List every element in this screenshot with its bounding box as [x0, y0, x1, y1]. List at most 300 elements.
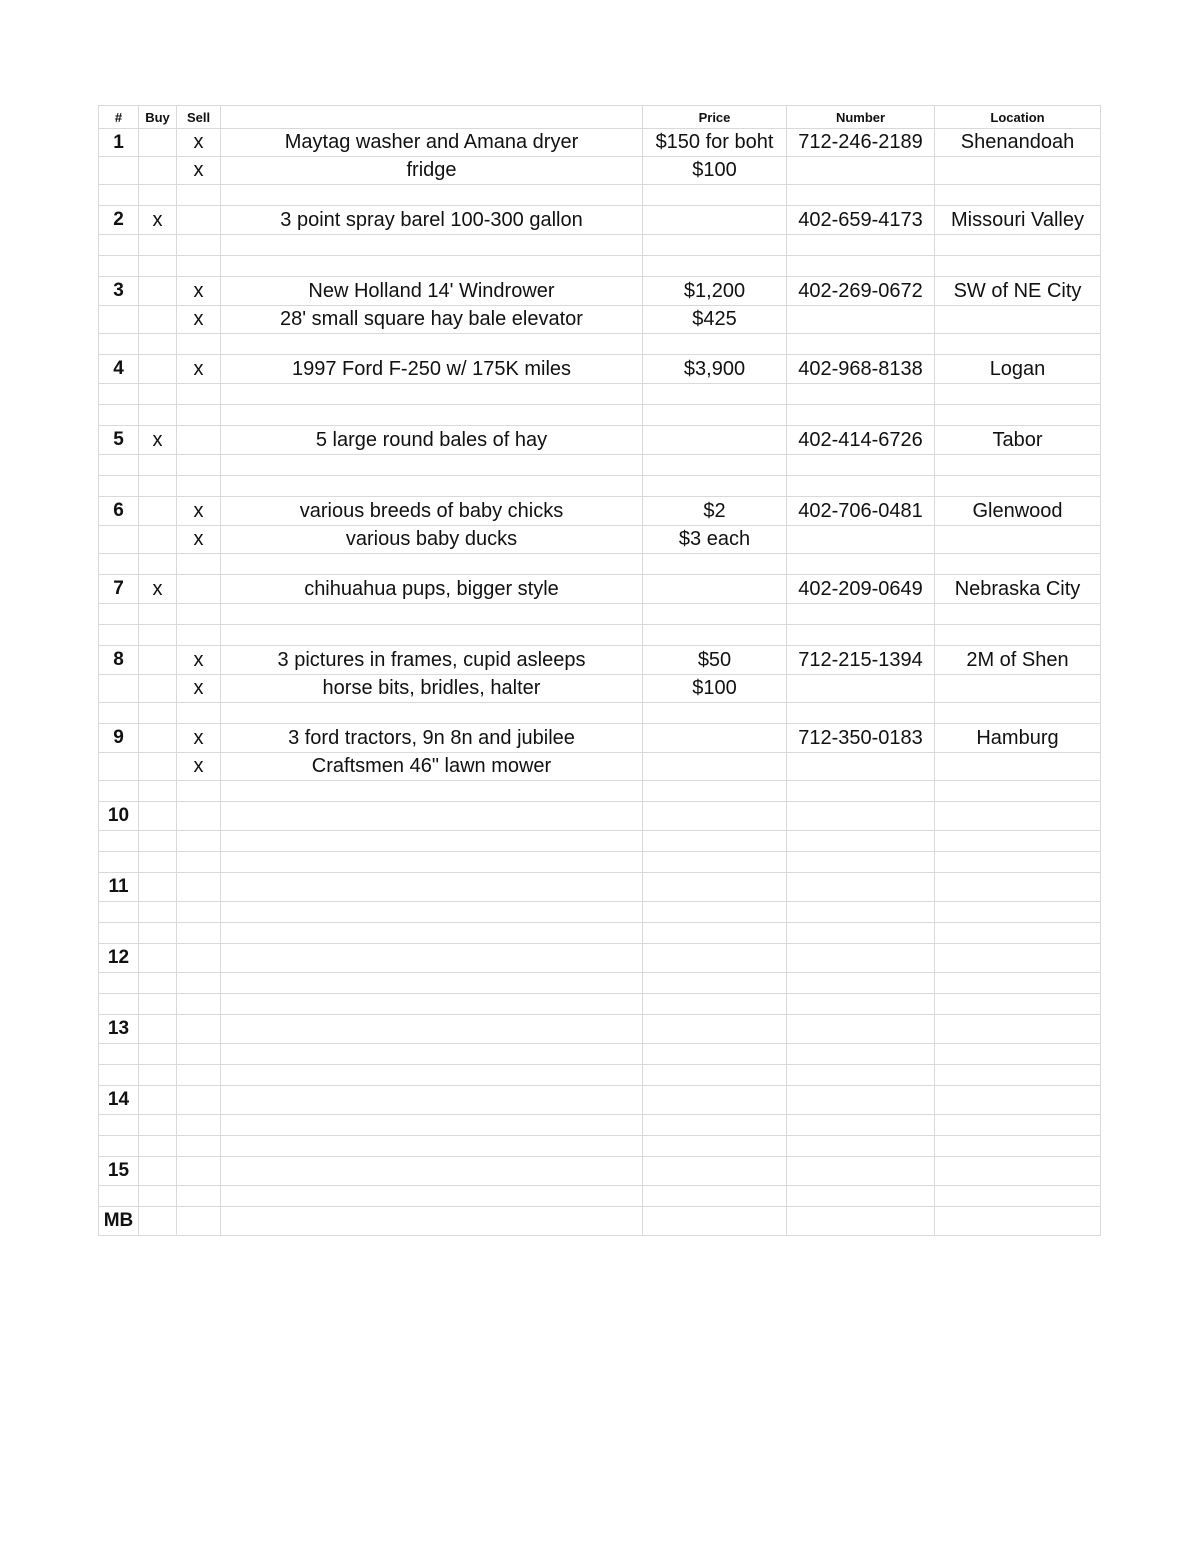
- price-cell: [643, 1044, 787, 1065]
- buy-cell: [139, 384, 177, 405]
- item-cell: 1997 Ford F-250 w/ 175K miles: [221, 355, 643, 384]
- price-cell: [643, 1157, 787, 1186]
- num-cell: [99, 902, 139, 923]
- table-row: [99, 384, 1101, 405]
- table-row: [99, 1044, 1101, 1065]
- price-cell: [643, 1186, 787, 1207]
- phone-cell: [787, 1207, 935, 1236]
- item-cell: [221, 831, 643, 852]
- num-cell: 8: [99, 646, 139, 675]
- location-cell: [935, 1207, 1101, 1236]
- table-row: [99, 554, 1101, 575]
- num-cell: [99, 753, 139, 781]
- table-row: [99, 1065, 1101, 1086]
- item-cell: [221, 185, 643, 206]
- num-cell: 9: [99, 724, 139, 753]
- item-cell: [221, 1086, 643, 1115]
- item-cell: [221, 604, 643, 625]
- phone-cell: [787, 604, 935, 625]
- location-cell: Shenandoah: [935, 129, 1101, 157]
- num-cell: [99, 1044, 139, 1065]
- item-cell: [221, 1157, 643, 1186]
- price-cell: [643, 1015, 787, 1044]
- location-cell: [935, 902, 1101, 923]
- phone-cell: 402-659-4173: [787, 206, 935, 235]
- buy-cell: [139, 1086, 177, 1115]
- buy-cell: [139, 724, 177, 753]
- num-cell: 11: [99, 873, 139, 902]
- buy-cell: [139, 852, 177, 873]
- price-cell: [643, 753, 787, 781]
- item-cell: 28' small square hay bale elevator: [221, 306, 643, 334]
- buy-cell: [139, 781, 177, 802]
- phone-cell: [787, 185, 935, 206]
- header-buy: Buy: [139, 106, 177, 129]
- buy-cell: [139, 129, 177, 157]
- num-cell: MB: [99, 1207, 139, 1236]
- location-cell: [935, 384, 1101, 405]
- sell-cell: [177, 206, 221, 235]
- num-cell: [99, 973, 139, 994]
- item-cell: [221, 781, 643, 802]
- item-cell: [221, 334, 643, 355]
- item-cell: [221, 994, 643, 1015]
- table-row: [99, 1136, 1101, 1157]
- table-row: [99, 306, 1101, 334]
- price-cell: [643, 873, 787, 902]
- phone-cell: [787, 554, 935, 575]
- price-cell: $425: [643, 306, 787, 334]
- buy-cell: [139, 1136, 177, 1157]
- buy-cell: [139, 277, 177, 306]
- table-row: [99, 157, 1101, 185]
- buy-cell: [139, 831, 177, 852]
- price-cell: [643, 994, 787, 1015]
- table-row: [99, 973, 1101, 994]
- table-row: [99, 277, 1101, 306]
- item-cell: [221, 384, 643, 405]
- num-cell: [99, 256, 139, 277]
- price-cell: [643, 625, 787, 646]
- phone-cell: [787, 256, 935, 277]
- phone-cell: 402-414-6726: [787, 426, 935, 455]
- sell-cell: [177, 476, 221, 497]
- location-cell: [935, 526, 1101, 554]
- table-row: [99, 831, 1101, 852]
- item-cell: Craftsmen 46" lawn mower: [221, 753, 643, 781]
- phone-cell: [787, 675, 935, 703]
- location-cell: [935, 1157, 1101, 1186]
- buy-cell: [139, 405, 177, 426]
- location-cell: [935, 973, 1101, 994]
- num-cell: 14: [99, 1086, 139, 1115]
- location-cell: 2M of Shen: [935, 646, 1101, 675]
- item-cell: [221, 1065, 643, 1086]
- table-row: [99, 1207, 1101, 1236]
- price-cell: [643, 1115, 787, 1136]
- item-cell: [221, 476, 643, 497]
- table-row: [99, 206, 1101, 235]
- location-cell: [935, 1186, 1101, 1207]
- buy-cell: [139, 256, 177, 277]
- num-cell: [99, 384, 139, 405]
- num-cell: [99, 703, 139, 724]
- buy-cell: [139, 554, 177, 575]
- buy-cell: [139, 604, 177, 625]
- item-cell: [221, 1044, 643, 1065]
- item-cell: [221, 802, 643, 831]
- table-row: [99, 944, 1101, 973]
- table-row: [99, 1015, 1101, 1044]
- price-cell: [643, 256, 787, 277]
- phone-cell: [787, 384, 935, 405]
- item-cell: [221, 455, 643, 476]
- location-cell: [935, 1065, 1101, 1086]
- phone-cell: [787, 781, 935, 802]
- location-cell: [935, 1115, 1101, 1136]
- num-cell: [99, 1186, 139, 1207]
- item-cell: [221, 1115, 643, 1136]
- sell-cell: [177, 604, 221, 625]
- header-location: Location: [935, 106, 1101, 129]
- table-row: [99, 334, 1101, 355]
- phone-cell: [787, 334, 935, 355]
- buy-cell: [139, 455, 177, 476]
- num-cell: [99, 306, 139, 334]
- sell-cell: [177, 873, 221, 902]
- num-cell: 13: [99, 1015, 139, 1044]
- header-sell: Sell: [177, 106, 221, 129]
- item-cell: [221, 1207, 643, 1236]
- table-row: [99, 923, 1101, 944]
- item-cell: [221, 923, 643, 944]
- table-row: [99, 675, 1101, 703]
- item-cell: [221, 405, 643, 426]
- num-cell: 2: [99, 206, 139, 235]
- item-cell: [221, 902, 643, 923]
- sell-cell: [177, 426, 221, 455]
- num-cell: [99, 526, 139, 554]
- buy-cell: [139, 185, 177, 206]
- table-row: [99, 873, 1101, 902]
- location-cell: Glenwood: [935, 497, 1101, 526]
- table-body: [99, 129, 1101, 1236]
- buy-cell: [139, 944, 177, 973]
- item-cell: New Holland 14' Windrower: [221, 277, 643, 306]
- table-row: [99, 703, 1101, 724]
- phone-cell: 712-350-0183: [787, 724, 935, 753]
- sell-cell: [177, 575, 221, 604]
- num-cell: 3: [99, 277, 139, 306]
- phone-cell: [787, 852, 935, 873]
- buy-cell: x: [139, 575, 177, 604]
- buy-cell: [139, 1157, 177, 1186]
- sell-cell: x: [177, 675, 221, 703]
- table-row: [99, 575, 1101, 604]
- buy-cell: [139, 1186, 177, 1207]
- num-cell: [99, 923, 139, 944]
- num-cell: [99, 455, 139, 476]
- location-cell: [935, 944, 1101, 973]
- location-cell: [935, 781, 1101, 802]
- price-cell: $3 each: [643, 526, 787, 554]
- buy-cell: [139, 157, 177, 185]
- location-cell: [935, 994, 1101, 1015]
- table-row: [99, 426, 1101, 455]
- phone-cell: [787, 306, 935, 334]
- location-cell: [935, 157, 1101, 185]
- price-cell: [643, 944, 787, 973]
- sell-cell: x: [177, 129, 221, 157]
- phone-cell: [787, 902, 935, 923]
- num-cell: [99, 1115, 139, 1136]
- phone-cell: [787, 1186, 935, 1207]
- buy-cell: [139, 873, 177, 902]
- item-cell: various breeds of baby chicks: [221, 497, 643, 526]
- phone-cell: [787, 703, 935, 724]
- location-cell: [935, 1044, 1101, 1065]
- item-cell: fridge: [221, 157, 643, 185]
- price-cell: [643, 455, 787, 476]
- price-cell: [643, 781, 787, 802]
- num-cell: [99, 405, 139, 426]
- location-cell: Logan: [935, 355, 1101, 384]
- num-cell: [99, 604, 139, 625]
- location-cell: Missouri Valley: [935, 206, 1101, 235]
- item-cell: [221, 852, 643, 873]
- sell-cell: [177, 1136, 221, 1157]
- price-cell: [643, 206, 787, 235]
- num-cell: 4: [99, 355, 139, 384]
- phone-cell: 712-246-2189: [787, 129, 935, 157]
- price-cell: [643, 554, 787, 575]
- table-row: [99, 355, 1101, 384]
- sell-cell: [177, 455, 221, 476]
- price-cell: [643, 405, 787, 426]
- location-cell: [935, 306, 1101, 334]
- num-cell: 5: [99, 426, 139, 455]
- location-cell: Tabor: [935, 426, 1101, 455]
- price-cell: [643, 334, 787, 355]
- location-cell: [935, 753, 1101, 781]
- phone-cell: 712-215-1394: [787, 646, 935, 675]
- sell-cell: [177, 1015, 221, 1044]
- item-cell: [221, 256, 643, 277]
- sell-cell: [177, 973, 221, 994]
- price-cell: [643, 973, 787, 994]
- table-row: [99, 1186, 1101, 1207]
- price-cell: $3,900: [643, 355, 787, 384]
- sell-cell: x: [177, 355, 221, 384]
- location-cell: Nebraska City: [935, 575, 1101, 604]
- location-cell: [935, 703, 1101, 724]
- table-row: [99, 994, 1101, 1015]
- item-cell: various baby ducks: [221, 526, 643, 554]
- price-cell: [643, 902, 787, 923]
- buy-cell: [139, 526, 177, 554]
- price-cell: [643, 604, 787, 625]
- sell-cell: [177, 1207, 221, 1236]
- location-cell: [935, 185, 1101, 206]
- phone-cell: [787, 923, 935, 944]
- sell-cell: [177, 384, 221, 405]
- table-row: [99, 802, 1101, 831]
- phone-cell: 402-968-8138: [787, 355, 935, 384]
- buy-cell: [139, 1115, 177, 1136]
- location-cell: [935, 256, 1101, 277]
- phone-cell: [787, 1136, 935, 1157]
- location-cell: [935, 455, 1101, 476]
- location-cell: [935, 235, 1101, 256]
- buy-cell: [139, 802, 177, 831]
- classifieds-table: [98, 105, 1101, 1236]
- num-cell: [99, 625, 139, 646]
- sell-cell: x: [177, 646, 221, 675]
- sell-cell: [177, 256, 221, 277]
- header-price: Price: [643, 106, 787, 129]
- num-cell: [99, 781, 139, 802]
- num-cell: [99, 852, 139, 873]
- price-cell: $150 for boht: [643, 129, 787, 157]
- location-cell: [935, 831, 1101, 852]
- price-cell: [643, 476, 787, 497]
- phone-cell: [787, 873, 935, 902]
- buy-cell: [139, 646, 177, 675]
- item-cell: 3 point spray barel 100-300 gallon: [221, 206, 643, 235]
- sell-cell: [177, 1065, 221, 1086]
- sell-cell: [177, 781, 221, 802]
- table-row: [99, 646, 1101, 675]
- price-cell: [643, 1086, 787, 1115]
- sell-cell: [177, 1186, 221, 1207]
- table-row: [99, 781, 1101, 802]
- phone-cell: [787, 157, 935, 185]
- location-cell: [935, 852, 1101, 873]
- item-cell: [221, 973, 643, 994]
- item-cell: [221, 625, 643, 646]
- sell-cell: [177, 1086, 221, 1115]
- item-cell: horse bits, bridles, halter: [221, 675, 643, 703]
- sell-cell: [177, 831, 221, 852]
- phone-cell: [787, 944, 935, 973]
- price-cell: [643, 703, 787, 724]
- price-cell: [643, 852, 787, 873]
- price-cell: [643, 426, 787, 455]
- num-cell: 12: [99, 944, 139, 973]
- location-cell: [935, 1136, 1101, 1157]
- phone-cell: [787, 973, 935, 994]
- table-row: [99, 852, 1101, 873]
- price-cell: [643, 235, 787, 256]
- location-cell: [935, 923, 1101, 944]
- location-cell: [935, 802, 1101, 831]
- price-cell: [643, 1065, 787, 1086]
- table-row: [99, 753, 1101, 781]
- buy-cell: [139, 902, 177, 923]
- location-cell: SW of NE City: [935, 277, 1101, 306]
- table-row: [99, 235, 1101, 256]
- sell-cell: [177, 802, 221, 831]
- phone-cell: [787, 994, 935, 1015]
- buy-cell: [139, 1065, 177, 1086]
- item-cell: chihuahua pups, bigger style: [221, 575, 643, 604]
- phone-cell: [787, 1115, 935, 1136]
- sell-cell: x: [177, 497, 221, 526]
- price-cell: [643, 1207, 787, 1236]
- buy-cell: [139, 994, 177, 1015]
- price-cell: $100: [643, 157, 787, 185]
- num-cell: [99, 235, 139, 256]
- buy-cell: [139, 476, 177, 497]
- item-cell: 5 large round bales of hay: [221, 426, 643, 455]
- sell-cell: [177, 405, 221, 426]
- table-row: [99, 256, 1101, 277]
- header-item: [221, 106, 643, 129]
- item-cell: [221, 873, 643, 902]
- phone-cell: [787, 526, 935, 554]
- price-cell: [643, 575, 787, 604]
- table-row: [99, 1086, 1101, 1115]
- buy-cell: x: [139, 426, 177, 455]
- phone-cell: [787, 1157, 935, 1186]
- table-row: [99, 185, 1101, 206]
- location-cell: [935, 873, 1101, 902]
- sell-cell: x: [177, 753, 221, 781]
- buy-cell: [139, 235, 177, 256]
- num-cell: [99, 157, 139, 185]
- location-cell: Hamburg: [935, 724, 1101, 753]
- price-cell: $1,200: [643, 277, 787, 306]
- num-cell: [99, 675, 139, 703]
- num-cell: 15: [99, 1157, 139, 1186]
- sell-cell: x: [177, 306, 221, 334]
- buy-cell: x: [139, 206, 177, 235]
- item-cell: [221, 235, 643, 256]
- table-row: [99, 476, 1101, 497]
- phone-cell: 402-209-0649: [787, 575, 935, 604]
- header-row: [99, 106, 1101, 129]
- sell-cell: x: [177, 724, 221, 753]
- sell-cell: x: [177, 526, 221, 554]
- sell-cell: x: [177, 157, 221, 185]
- num-cell: [99, 1065, 139, 1086]
- table-row: [99, 625, 1101, 646]
- price-cell: $50: [643, 646, 787, 675]
- item-cell: [221, 1015, 643, 1044]
- num-cell: [99, 185, 139, 206]
- location-cell: [935, 1086, 1101, 1115]
- price-cell: [643, 724, 787, 753]
- location-cell: [935, 1015, 1101, 1044]
- buy-cell: [139, 973, 177, 994]
- sell-cell: [177, 852, 221, 873]
- sell-cell: x: [177, 277, 221, 306]
- table-row: [99, 455, 1101, 476]
- location-cell: [935, 625, 1101, 646]
- phone-cell: [787, 235, 935, 256]
- phone-cell: [787, 455, 935, 476]
- location-cell: [935, 554, 1101, 575]
- sell-cell: [177, 625, 221, 646]
- table-row: [99, 405, 1101, 426]
- item-cell: [221, 1186, 643, 1207]
- phone-cell: [787, 1015, 935, 1044]
- price-cell: [643, 185, 787, 206]
- buy-cell: [139, 355, 177, 384]
- phone-cell: [787, 1086, 935, 1115]
- sell-cell: [177, 1044, 221, 1065]
- table-row: [99, 1157, 1101, 1186]
